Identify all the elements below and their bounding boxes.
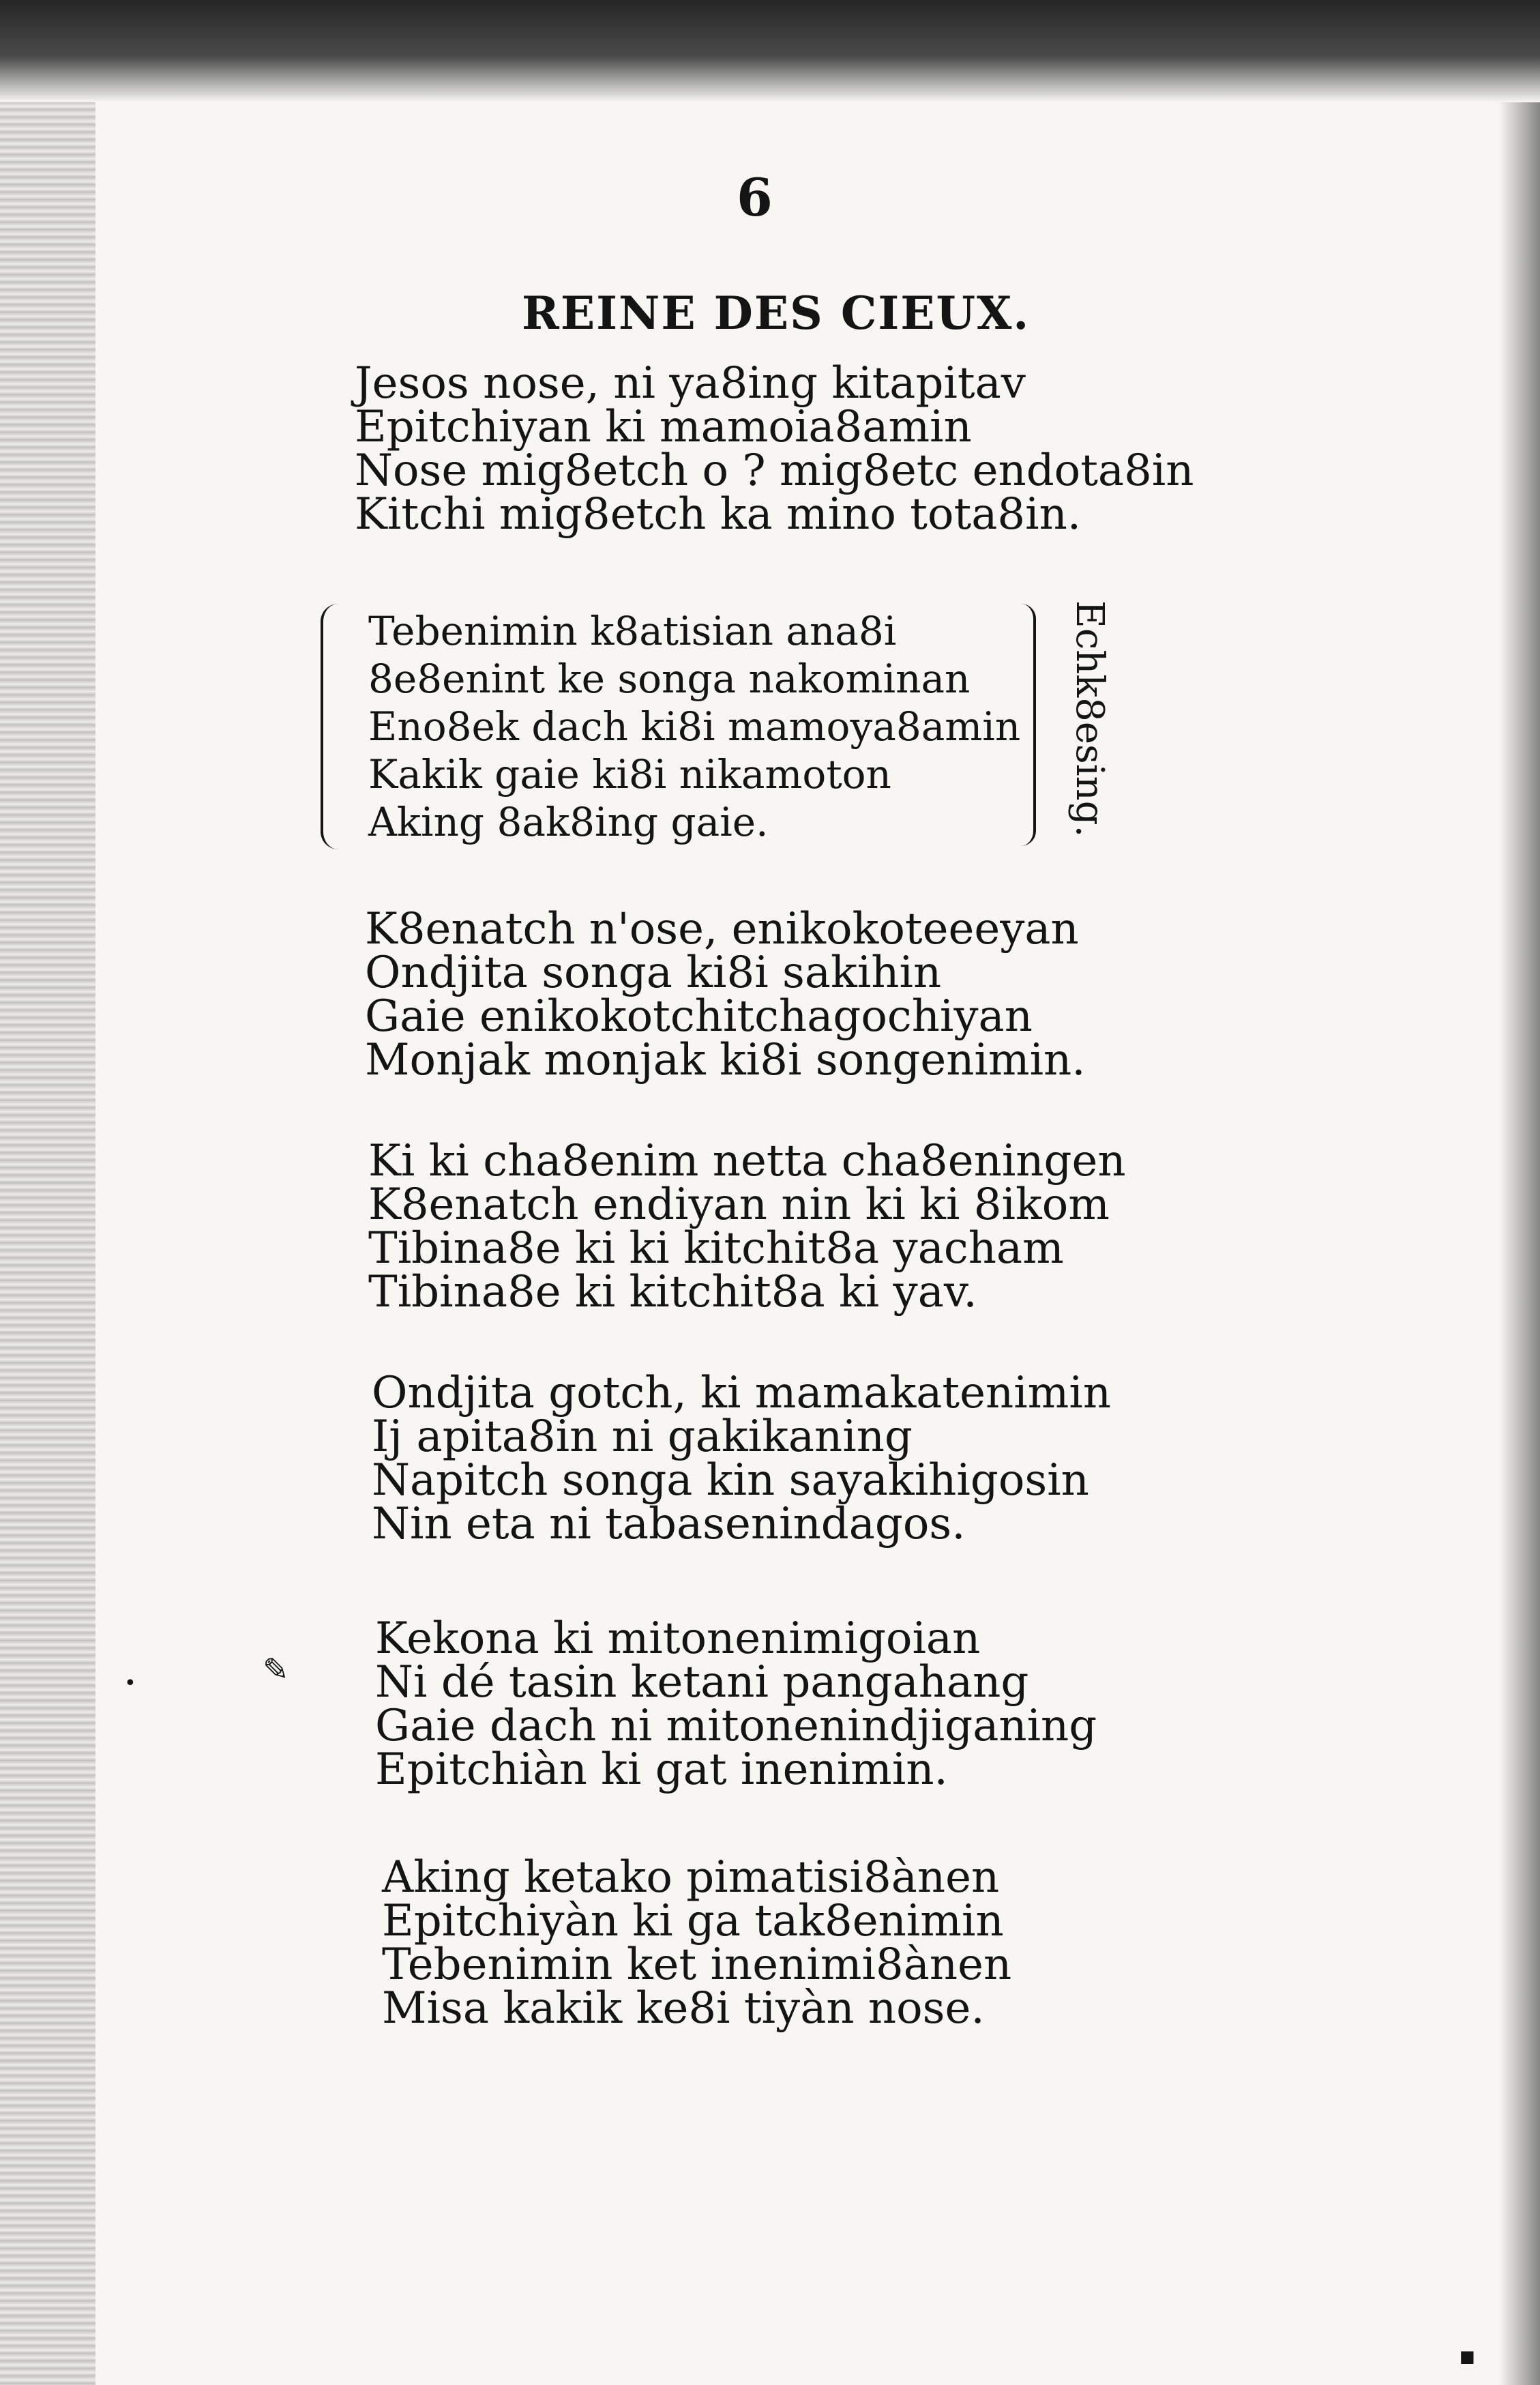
verse-line: Gaie dach ni mitonenindjiganing [375,1701,1097,1751]
verse-line: Kitchi mig8etch ka mino tota8in. [355,489,1082,540]
verse-4 [372,1368,1112,1549]
chorus [368,607,1020,846]
verse-line: Epitchiyan ki mamoia8amin [355,402,972,452]
verse-6 [382,1852,1012,2034]
verse-line: K8enatch n'ose, enikokoteeeyan [365,904,1079,954]
verse-line: Jesos nose, ni ya8ing kitapitav [355,358,1026,409]
page-number: 6 [737,167,773,228]
scan-left-edge [0,102,95,2385]
stray-dot-icon: • [124,1671,136,1695]
verse-line: Kekona ki mitonenimigoian [375,1613,981,1664]
chorus-line: 8e8enint ke songa nakominan [368,656,971,702]
verse-line: Ni dé tasin ketani pangahang [375,1657,1029,1708]
verse-line: K8enatch endiyan nin ki ki 8ikom [368,1180,1110,1230]
verse-line: Epitchiàn ki gat inenimin. [375,1744,948,1795]
hymn-title: REINE DES CIEUX. [522,287,1031,340]
stray-square-icon: ■ [1460,2347,1475,2366]
verse-line: Epitchiyàn ki ga tak8enimin [382,1896,1004,1946]
verse-line: Misa kakik ke8i tiyàn nose. [382,1983,985,2034]
verse-line: Aking ketako pimatisi8ànen [382,1852,1000,1903]
chorus-line: Aking 8ak8ing gaie. [368,799,769,845]
chorus-line: Tebenimin k8atisian ana8i [368,608,897,654]
verse-line: Ondjita gotch, ki mamakatenimin [372,1368,1112,1418]
verse-line: Ondjita songa ki8i sakihin [365,948,942,998]
verse-line: Nose mig8etch o ? mig8etc endota8in [355,445,1194,496]
verse-line: Gaie enikokotchitchagochiyan [365,991,1033,1042]
chorus-side-label: Echk8esing. [1067,600,1112,838]
verse-line: Tibina8e ki kitchit8a ki yav. [368,1267,977,1317]
verse-line: Ki ki cha8enim netta cha8eningen [368,1136,1126,1186]
verse-line: Monjak monjak ki8i songenimin. [365,1035,1086,1085]
chorus-brace-right [1013,604,1036,846]
verse-3 [368,1136,1126,1317]
verse-1 [355,358,1194,540]
verse-line: Nin eta ni tabasenindagos. [372,1499,966,1549]
chorus-line: Eno8ek dach ki8i mamoya8amin [368,703,1021,750]
verse-line: Napitch songa kin sayakihigosin [372,1455,1089,1506]
verse-2 [365,904,1086,1085]
chorus-line: Kakik gaie ki8i nikamoton [368,751,891,798]
verse-line: Tibina8e ki ki kitchit8a yacham [368,1223,1064,1274]
pen-mark-icon: ✎ [263,1651,289,1688]
verse-5 [375,1613,1097,1795]
scan-top-edge [0,0,1540,102]
chorus-brace-left [321,604,348,849]
verse-line: Ij apita8in ni gakikaning [372,1411,913,1462]
verse-line: Tebenimin ket inenimi8ànen [382,1940,1012,1990]
scan-right-edge [1499,102,1540,2385]
